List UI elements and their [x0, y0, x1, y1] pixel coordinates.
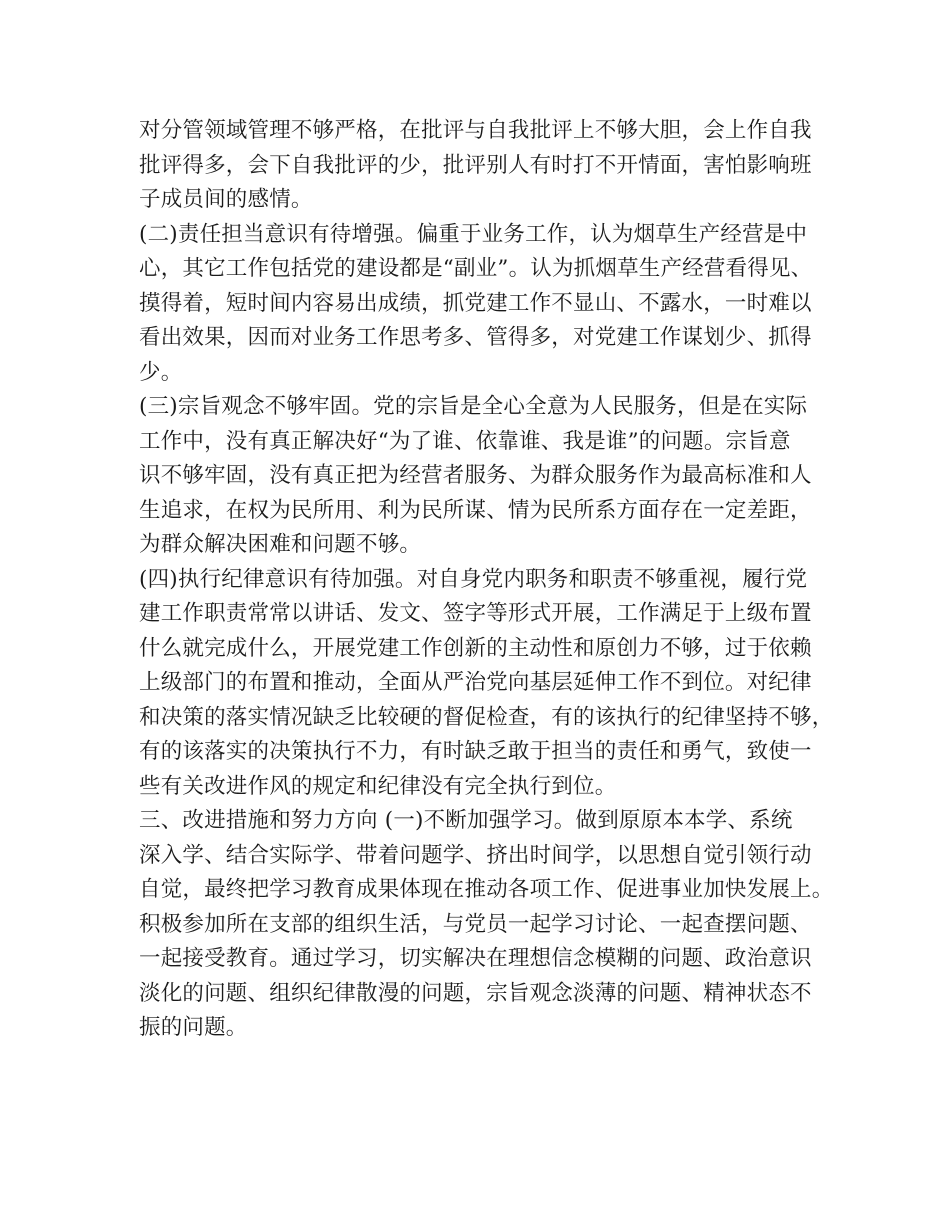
section-heading-3: (三)宗旨观念不够牢固。党的宗旨是全心全意为人民服务，但是在实际: [139, 394, 808, 419]
text-line: 为群众解决困难和问题不够。: [139, 532, 422, 557]
text-line: 子成员间的感情。: [139, 187, 313, 212]
text-line: 和决策的落实情况缺乏比较硬的督促检查，有的该执行的纪律坚持不够，: [139, 704, 834, 730]
text-line: 积极参加所在支部的组织生活，与党员一起学习讨论、一起查摆问题、: [139, 911, 812, 937]
text-line: 振的问题。: [139, 1015, 248, 1040]
text-line: 些有关改进作风的规定和纪律没有完全执行到位。: [139, 773, 617, 799]
text-line: 心，其它工作包括党的建设都是“副业”。认为抓烟草生产经营看得见、: [139, 256, 813, 281]
body-text: [139, 114, 839, 1046]
text-line: 自觉，最终把学习教育成果体现在推动各项工作、促进事业加快发展上。: [139, 877, 834, 902]
text-line: 上级部门的布置和推动，全面从严治党向基层延伸工作不到位。对纪律: [139, 670, 812, 695]
text-line: 识不够牢固，没有真正把为经营者服务、为群众服务作为最高标准和人: [139, 463, 812, 488]
text-line: 淡化的问题、组织纪律散漫的问题，宗旨观念淡薄的问题、精神状态不: [139, 980, 812, 1006]
text-line: 看出效果，因而对业务工作思考多、管得多，对党建工作谋划少、抓得: [139, 325, 812, 350]
text-line: 建工作职责常常以讲话、发文、签字等形式开展，工作满足于上级布置: [139, 601, 812, 626]
text-line: 有的该落实的决策执行不力，有时缺乏敢于担当的责任和勇气，致使一: [139, 739, 812, 764]
section-heading-2: (二)责任担当意识有待增强。偏重于业务工作，认为烟草生产经营是中: [139, 221, 808, 247]
section-heading-4: (四)执行纪律意识有待加强。对自身党内职务和职责不够重视，履行党: [139, 566, 808, 592]
text-line: 工作中，没有真正解决好“为了谁、依靠谁、我是谁”的问题。宗旨意: [139, 428, 791, 454]
text-line: 少。: [139, 359, 183, 385]
text-line: 什么就完成什么，开展党建工作创新的主动性和原创力不够，过于依赖: [139, 635, 812, 661]
text-line: 生追求，在权为民所用、利为民所谋、情为民所系方面存在一定差距，: [139, 497, 812, 523]
text-line: 摸得着，短时间内容易出成绩，抓党建工作不显山、不露水，一时难以: [139, 290, 812, 316]
text-line: 一起接受教育。通过学习，切实解决在理想信念模糊的问题、政治意识: [139, 946, 812, 971]
text-line: 批评得多，会下自我批评的少，批评别人有时打不开情面，害怕影响班: [139, 152, 812, 178]
text-line: 深入学、结合实际学、带着问题学、挤出时间学，以思想自觉引领行动: [139, 842, 812, 868]
section-heading-improvement: 三、改进措施和努力方向 (一)不断加强学习。做到原原本本学、系统: [139, 808, 793, 833]
text-line: 对分管领域管理不够严格，在批评与自我批评上不够大胆，会上作自我: [139, 118, 812, 143]
